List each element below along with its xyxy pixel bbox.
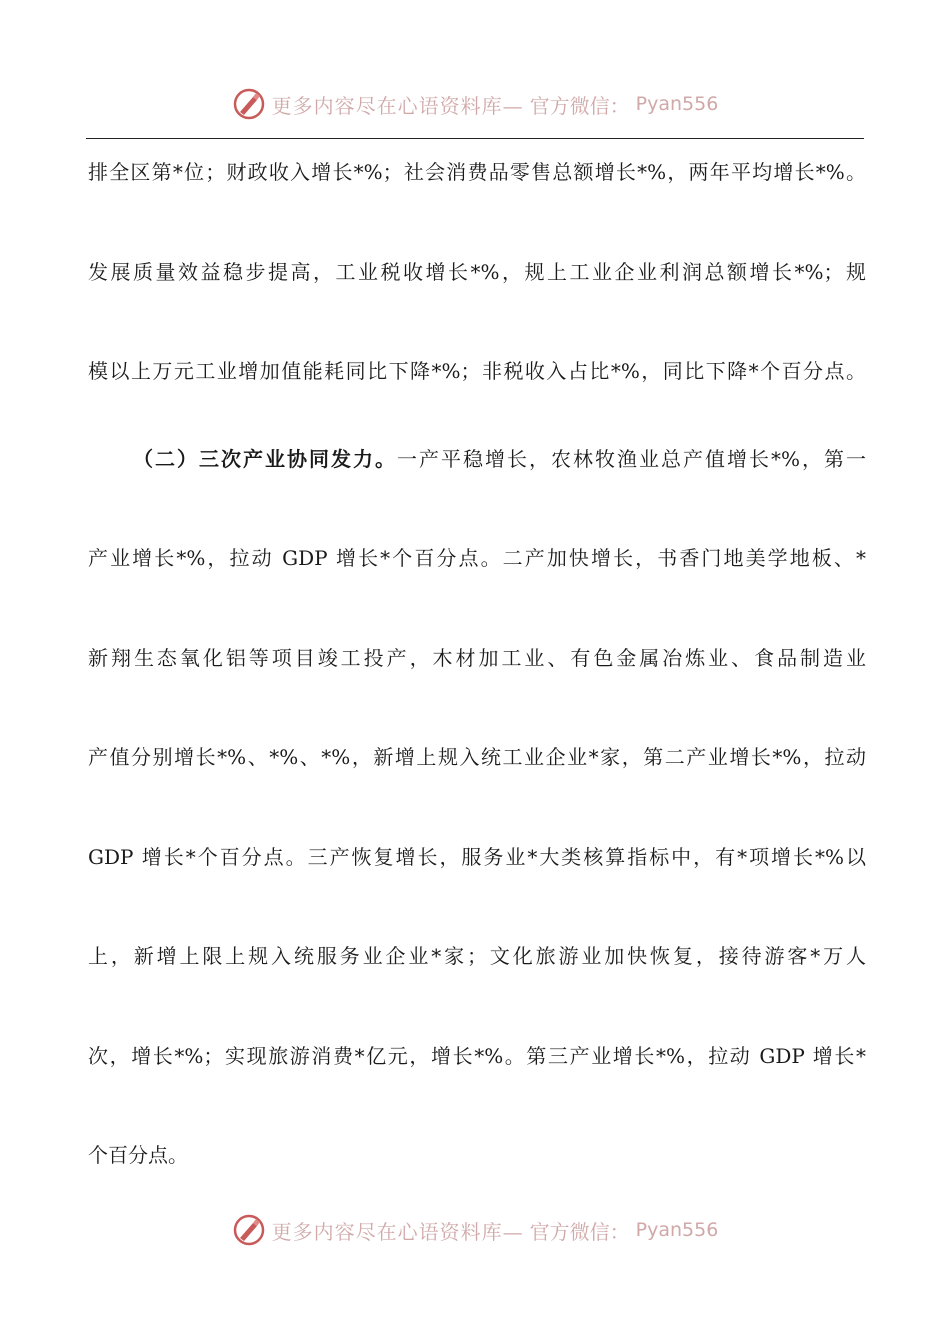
section-text: 一产平稳增长，农林牧渔业总产值增长*%，第一 (397, 447, 866, 471)
text-line-2: 发展质量效益稳步提高，工业税收增长*%，规上工业企业利润总额增长*%；规 (88, 260, 866, 284)
text-line-6: 新翔生态氧化铝等项目竣工投产，木材加工业、有色金属冶炼业、食品制造业 (88, 646, 866, 670)
section-heading-line (133, 444, 866, 474)
watermark-suffix: 官方微信： (529, 1219, 630, 1244)
watermark-wechat-id: Pyan556 (635, 1219, 719, 1241)
text-line-11: 个百分点。 (88, 1143, 188, 1167)
header-divider (86, 138, 864, 139)
watermark-footer (0, 1210, 950, 1250)
watermark-prefix: 更多内容尽在心语资料库— (271, 93, 524, 118)
text-line-10: 次，增长*%；实现旅游消费*亿元，增长*%。第三产业增长*%，拉动 GDP 增长* (88, 1044, 866, 1068)
text-line-5: 产业增长*%，拉动 GDP 增长*个百分点。二产加快增长，书香门地美学地板、* (88, 546, 866, 570)
pen-logo-icon (232, 1213, 266, 1247)
text-line-7: 产值分别增长*%、*%、*%，新增上规入统工业企业*家，第二产业增长*%，拉动 (88, 745, 866, 769)
watermark-suffix: 官方微信： (529, 93, 630, 118)
watermark-header (0, 84, 950, 124)
text-line-9: 上，新增上限上规入统服务业企业*家；文化旅游业加快恢复，接待游客*万人 (88, 944, 866, 968)
text-line-3: 模以上万元工业增加值能耗同比下降*%；非税收入占比*%，同比下降*个百分点。 (88, 359, 866, 383)
text-line-8: GDP 增长*个百分点。三产恢复增长，服务业*大类核算指标中，有*项增长*%以 (88, 845, 866, 869)
section-heading: （二）三次产业协同发力。 (133, 447, 397, 471)
text-line-1: 排全区第*位；财政收入增长*%；社会消费品零售总额增长*%，两年平均增长*%。 (88, 160, 866, 184)
watermark-wechat-id: Pyan556 (635, 93, 719, 115)
pen-logo-icon (232, 87, 266, 121)
watermark-prefix: 更多内容尽在心语资料库— (271, 1219, 524, 1244)
